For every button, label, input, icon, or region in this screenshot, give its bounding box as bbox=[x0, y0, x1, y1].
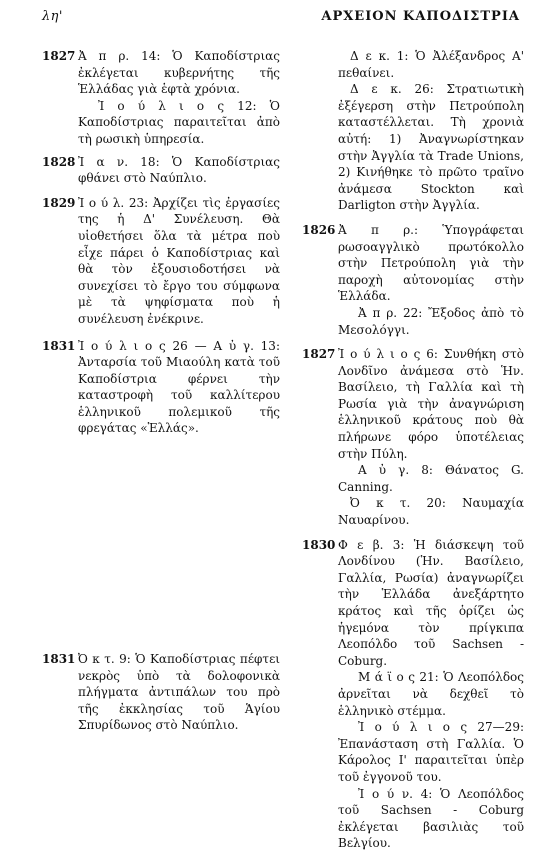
entry-text: Ἀ π ρ. 14: Ὁ Καποδίστριας ἐκλέγεται κυβερνήτης τῆς Ἑλλάδας γιὰ ἑφτὰ χρόνια. bbox=[78, 49, 280, 97]
left-column bbox=[42, 48, 280, 437]
entry-text: Ἰ ο ύ λ ι ο ς 12: Ὁ Καποδίστριας παραιτεῖται ἀπὸ τὴ ρωσικὴ ὑπηρεσία. bbox=[78, 98, 280, 146]
entry-text: Ἰ ο ύ λ ι ο ς 27—29: Ἐπανάσταση στὴ Γαλλία. Ὁ Κάρολος Ι' παραιτεῖται ὑπὲρ τοῦ ἐγγονοῦ του. bbox=[338, 720, 524, 784]
chronology-entry bbox=[42, 195, 280, 328]
entry-year: 1828 bbox=[42, 154, 76, 169]
entry-text: Ἰ α ν. 18: Ὁ Καποδίστριας φθάνει στὸ Ναύπλιο. bbox=[78, 154, 280, 186]
chronology-entry bbox=[302, 222, 524, 338]
entry-text: Ἀ π ρ. 22: Ἔξοδος ἀπὸ τὸ Μεσολόγγι. bbox=[338, 305, 524, 337]
entry-year: 1831 bbox=[42, 652, 76, 666]
chronology-entry bbox=[42, 48, 280, 148]
entry-text: Φ ε β. 3: Ἡ διάσκεψη τοῦ Λονδίνου (Ἡν. Βασίλειο, Γαλλία, Ρωσία) ἀναγνωρίζει τὴν Ἑλλάδα ἀνεξάρτητο κράτος καὶ τῆς ὁρίζει ὡς ἡγεμόνα τὸν πρίγκιπα Λεοπόλδο τοῦ Sachsen - Coburg. bbox=[338, 537, 524, 668]
entry-year: 1826 bbox=[302, 222, 336, 237]
entry-text: Ἰ ο ύ λ ι ο ς 6: Συνθήκη στὸ Λονδῖνο ἀνάμεσα στὸ Ἡν. Βασίλειο, τὴ Γαλλία καὶ τὴ Ρωσία γιὰ τὴν ἀναγνώριση ἑλληνικοῦ κράτους ποὺ θὰ πλήρωνε φόρο ὑποτέλειας στὴν Πύλη. bbox=[338, 347, 524, 461]
left-column-bottom bbox=[42, 651, 280, 734]
chronology-entry bbox=[302, 48, 524, 214]
entry-year: 1831 bbox=[42, 338, 76, 353]
entry-year: 1827 bbox=[302, 347, 336, 362]
running-title: ΑΡΧΕΙΟΝ ΚΑΠΟΔΙΣΤΡΙΑ bbox=[321, 9, 520, 24]
entry-text: Ἰ ο ύ λ. 23: Ἀρχίζει τὶς ἐργασίες της ἡ Δ' Συνέλευση. Θὰ υἱοθετήσει ὅλα τὰ μέτρα ποὺ εἶχε πάρει ὁ Καποδίστριας καὶ θὰ τὸν ἐξουσιοδοτήσει νὰ συνεχίσει τὸ ἔργο του σύμφωνα μὲ τὰ ψηφίσματα ποὺ ἡ συνέλευση ἐνέκρινε. bbox=[78, 195, 280, 326]
entry-year: 1829 bbox=[42, 195, 76, 210]
chronology-entry bbox=[42, 338, 280, 438]
chronology-entry bbox=[302, 346, 524, 529]
right-column bbox=[302, 48, 524, 852]
entry-text: Ὀ κ τ. 20: Ναυμαχία Ναυαρίνου. bbox=[338, 496, 524, 528]
entry-text: Ὀ κ τ. 9: Ὁ Καποδίστριας πέφτει νεκρὸς ὑπὸ τὰ δολοφονικὰ πλήγματα ἀντιπάλων του πρὸ τῆς ἐκκλησίας τοῦ Ἁγίου Σπυρίδωνος στὸ Ναύπλιο. bbox=[78, 652, 280, 733]
entry-text: Ἰ ο ύ λ ι ο ς 26 — Α ὐ γ. 13: Ἀνταρσία τοῦ Μιαούλη κατὰ τοῦ Καποδίστρια φέρνει τὴν καταστροφὴ τοῦ καλλίτερου ἑλληνικοῦ πολεμικοῦ τῆς φρεγάτας «Ἑλλάς». bbox=[78, 338, 280, 436]
entry-text: Μ ά ϊ ο ς 21: Ὁ Λεοπόλδος ἀρνεῖται νὰ δεχθεῖ τὸ ἑλληνικὸ στέμμα. bbox=[338, 670, 524, 718]
chronology-entry bbox=[42, 651, 280, 734]
entry-year: 1830 bbox=[302, 537, 336, 552]
entry-text: Α ὐ γ. 8: Θάνατος G. Canning. bbox=[338, 463, 524, 494]
entry-text: Ἰ ο ύ ν. 4: Ὁ Λεοπόλδος τοῦ Sachsen - Coburg ἐκλέγεται βασιλιὰς τοῦ Βελγίου. bbox=[338, 786, 524, 851]
entry-year: 1827 bbox=[42, 49, 76, 63]
chronology-entry bbox=[42, 154, 280, 187]
chronology-entry bbox=[302, 537, 524, 852]
entry-text: Δ ε κ. 26: Στρατιωτικὴ ἐξέγερση στὴν Πετρούπολη καταστέλλεται. Τὴ χρονιὰ αὐτή: 1) Ἀναγνωρίστηκαν στὴν Ἀγγλία τὰ Trade Unions, 2) Κινήθηκε τὸ πρῶτο τραῖνο ἀνάμεσα Stockton καὶ Darligton στὴν Ἀγγλία. bbox=[338, 82, 524, 213]
entry-text: Ἀ π ρ.: Ὑπογράφεται ρωσοαγγλικὸ πρωτόκολλο στὴν Πετρούπολη γιὰ τὴν παροχὴ αὐτονομίας στὴν Ἑλλάδα. bbox=[338, 222, 524, 304]
page-number: λη' bbox=[42, 9, 63, 24]
entry-text: Δ ε κ. 1: Ὁ Ἀλέξανδρος Α' πεθαίνει. bbox=[338, 49, 524, 80]
